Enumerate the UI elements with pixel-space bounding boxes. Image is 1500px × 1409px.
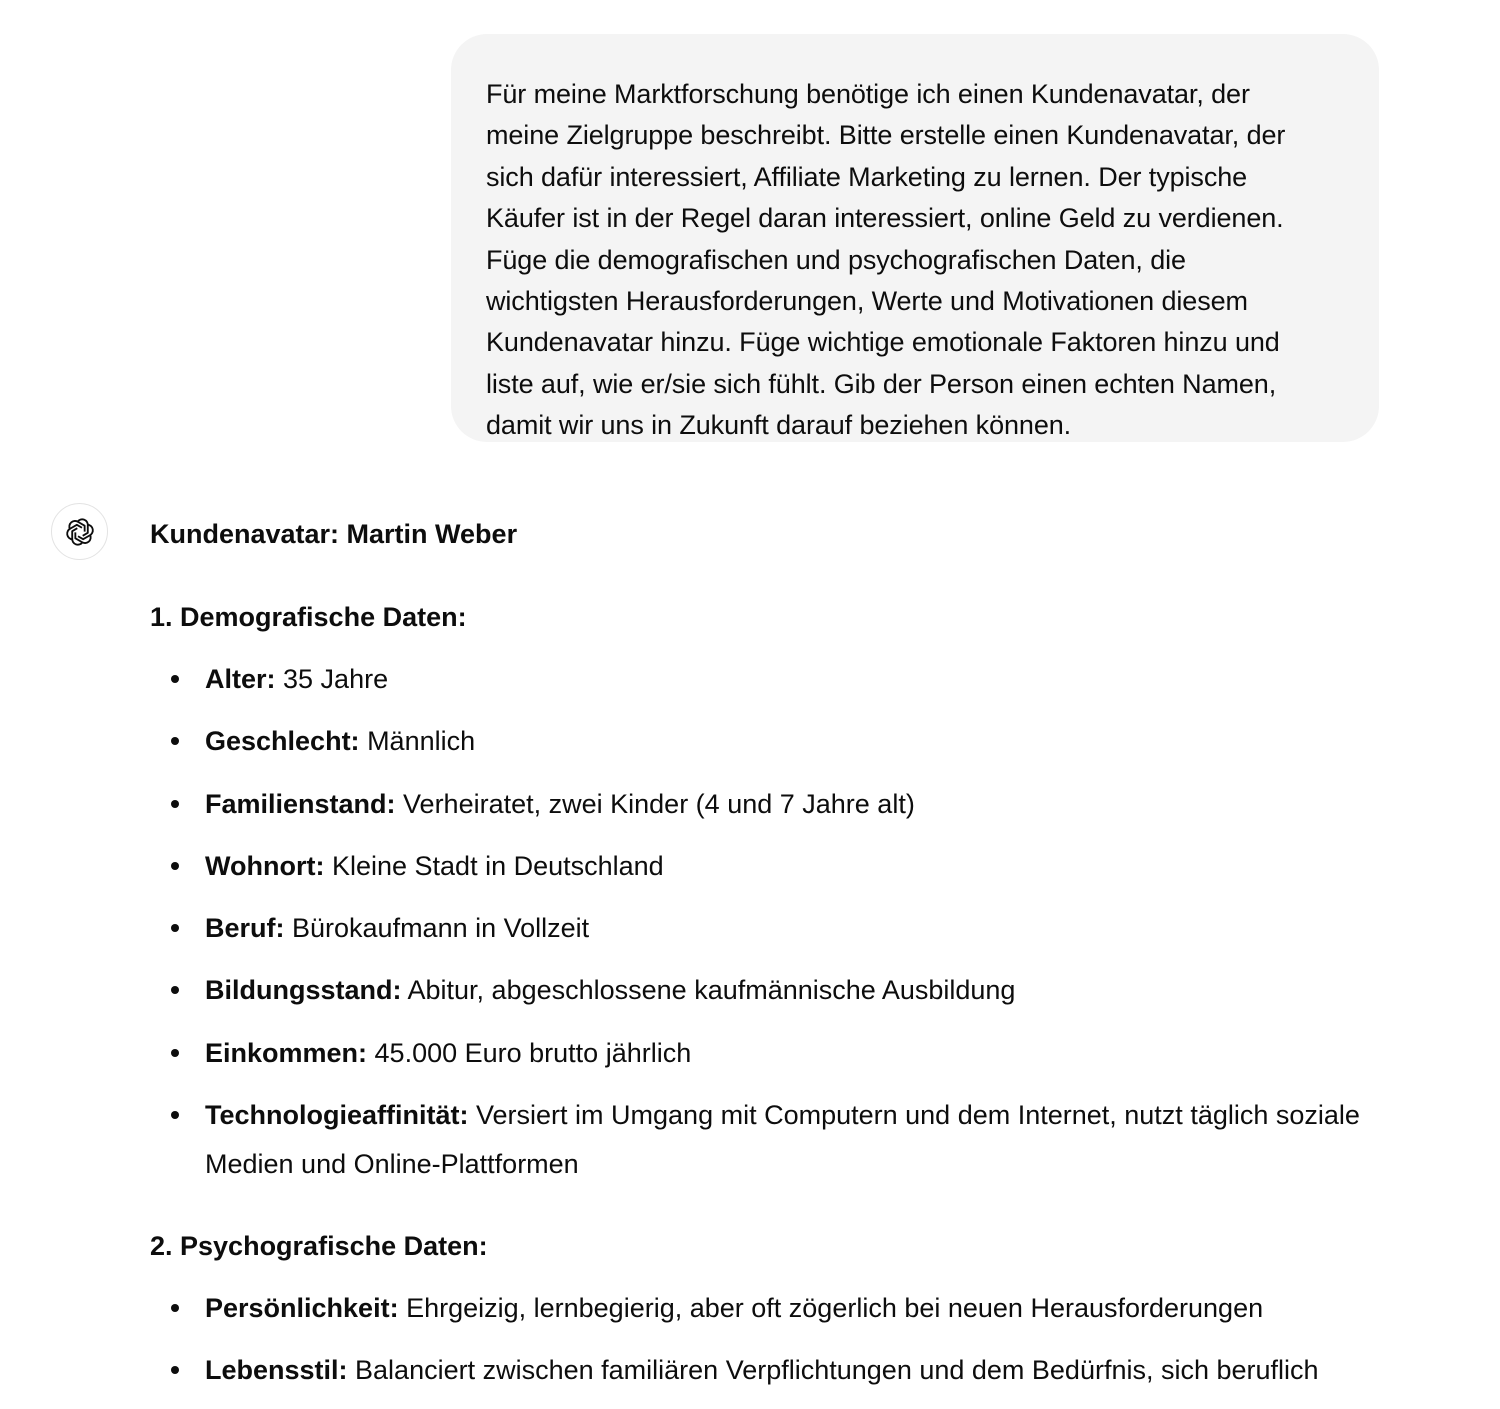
item-text: Männlich	[359, 726, 476, 757]
bullet-icon	[171, 675, 179, 683]
bullet-icon	[171, 862, 179, 870]
item-text: 35 Jahre	[275, 664, 389, 694]
assistant-avatar	[51, 503, 108, 560]
item-label: Einkommen:	[205, 1037, 368, 1068]
section-heading: 2. Psychografische Daten:	[150, 1231, 488, 1261]
item-text: Balanciert zwischen familiären Verpflichtungen und dem Bedürfnis, sich beruflich	[347, 1355, 1319, 1386]
user-message-line: Käufer ist in der Regel daran interessiert, online Geld zu verdienen.	[486, 203, 1284, 234]
list-item	[150, 904, 1380, 953]
bullet-icon	[171, 1111, 179, 1119]
item-text: Ehrgeizig, lernbegierig, aber oft zögerlich bei neuen Herausforderungen	[398, 1293, 1264, 1323]
item-label: Alter:	[205, 664, 276, 694]
list-item	[150, 717, 1380, 766]
list-item	[150, 655, 1380, 704]
response-title: Kundenavatar: Martin Weber	[150, 519, 518, 549]
item-label: Geschlecht:	[205, 726, 360, 757]
user-message-line: liste auf, wie er/sie sich fühlt. Gib der Person einen echten Namen,	[486, 368, 1277, 399]
item-text: Bürokaufmann in Vollzeit	[284, 913, 590, 944]
list-item	[150, 1029, 1380, 1078]
list-item	[150, 842, 1380, 891]
bullet-icon	[171, 1049, 179, 1057]
item-text: Abitur, abgeschlossene kaufmännische Ausbildung	[401, 975, 1016, 1006]
demographics-list	[150, 655, 1380, 1202]
psychographics-list	[150, 1284, 1380, 1409]
user-message-line: Kundenavatar hinzu. Füge wichtige emotionale Faktoren hinzu und	[486, 327, 1280, 358]
list-item	[150, 1091, 1380, 1188]
section-heading: 1. Demografische Daten:	[150, 602, 467, 632]
item-label: Bildungsstand:	[205, 975, 402, 1006]
list-item	[150, 1346, 1380, 1395]
item-label: Wohnort:	[205, 850, 325, 881]
user-message-line: wichtigsten Herausforderungen, Werte und Motivationen diesem	[486, 285, 1248, 316]
user-message-line: meine Zielgruppe beschreibt. Bitte erstelle einen Kundenavatar, der	[486, 120, 1286, 151]
bullet-icon	[171, 800, 179, 808]
item-label: Technologieaffinität:	[205, 1100, 469, 1131]
user-message-bubble	[451, 34, 1379, 442]
bullet-icon	[171, 924, 179, 932]
item-text: Kleine Stadt in Deutschland	[324, 850, 664, 881]
bullet-icon	[171, 986, 179, 994]
list-item	[150, 780, 1380, 829]
item-label: Persönlichkeit:	[205, 1293, 399, 1323]
item-text: Versiert im Umgang mit Computern und dem Internet, nutzt täglich soziale Medien und Online-Plattformen	[205, 1100, 1360, 1179]
user-message-line: sich dafür interessiert, Affiliate Marketing zu lernen. Der typische	[486, 161, 1248, 192]
user-message-line: Füge die demografischen und psychografischen Daten, die	[486, 244, 1186, 275]
bullet-icon	[171, 1304, 179, 1312]
list-item	[150, 1284, 1380, 1333]
bullet-icon	[171, 737, 179, 745]
openai-logo-icon	[63, 515, 97, 549]
item-label: Lebensstil:	[205, 1355, 348, 1386]
item-text: 45.000 Euro brutto jährlich	[367, 1037, 692, 1068]
item-label: Familienstand:	[205, 788, 396, 819]
user-message-line: Für meine Marktforschung benötige ich einen Kundenavatar, der	[486, 79, 1250, 109]
item-label: Beruf:	[205, 913, 285, 944]
user-message-line: damit wir uns in Zukunft darauf beziehen können.	[486, 410, 1072, 441]
bullet-icon	[171, 1366, 179, 1374]
item-text: Verheiratet, zwei Kinder (4 und 7 Jahre alt)	[395, 788, 915, 819]
list-item	[150, 966, 1380, 1015]
